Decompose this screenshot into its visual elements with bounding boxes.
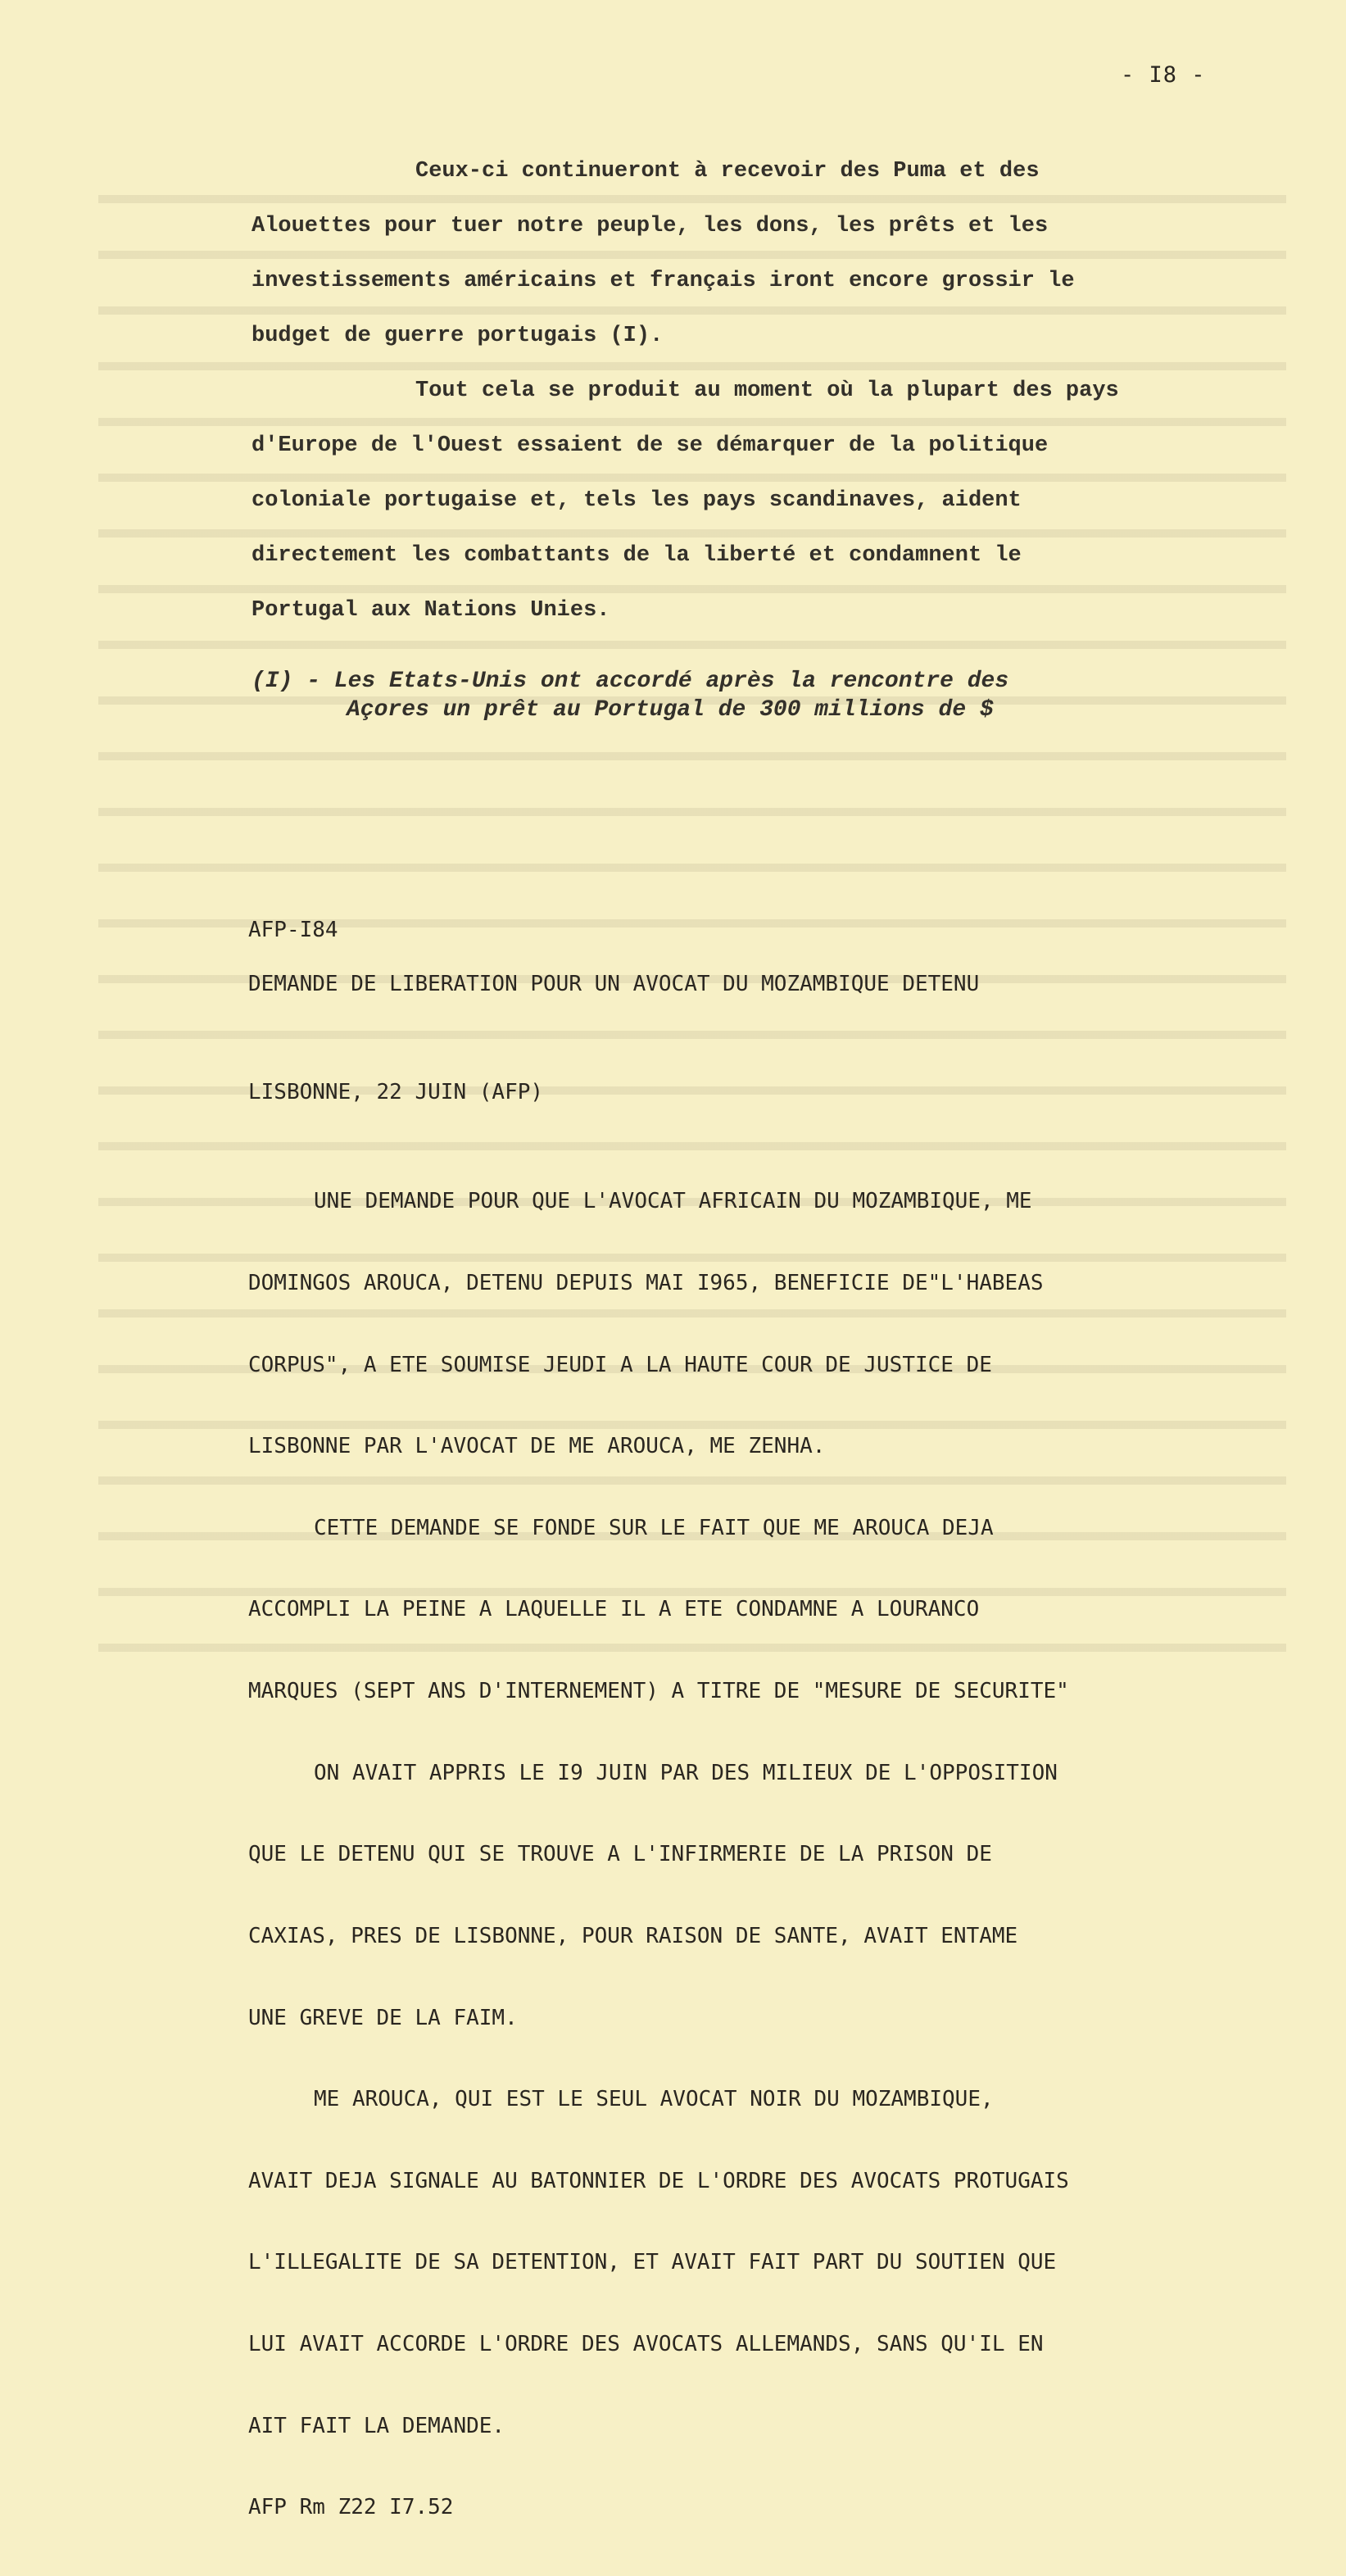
footnote-line: (I) - Les Etats-Unis ont accordé après la rencontre des: [252, 669, 1009, 694]
body-line: QUE LE DETENU QUI SE TROUVE A L'INFIRMERIE DE LA PRISON DE: [248, 1842, 992, 1867]
body-line: CETTE DEMANDE SE FONDE SUR LE FAIT QUE ME AROUCA DEJA: [314, 1515, 994, 1540]
paragraph-line: Tout cela se produit au moment où la plupart des pays: [415, 379, 1119, 403]
body-line: LUI AVAIT ACCORDE L'ORDRE DES AVOCATS ALLEMANDS, SANS QU'IL EN: [248, 2331, 1044, 2356]
dispatch-headline: DEMANDE DE LIBERATION POUR UN AVOCAT DU MOZAMBIQUE DETENU: [248, 972, 980, 996]
dispatch-code: AFP-I84: [248, 918, 338, 942]
body-line: CORPUS", A ETE SOUMISE JEUDI A LA HAUTE COUR DE JUSTICE DE: [248, 1352, 992, 1377]
paragraph-line: Ceux-ci continueront à recevoir des Puma et des: [415, 159, 1040, 184]
body-line: DOMINGOS AROUCA, DETENU DEPUIS MAI I965, BENEFICIE DE"L'HABEAS: [248, 1271, 1044, 1296]
french-text: [252, 144, 1284, 638]
body-line: UNE DEMANDE POUR QUE L'AVOCAT AFRICAIN DU MOZAMBIQUE, ME: [314, 1189, 1032, 1214]
dispatch-signoff: AFP Rm Z22 I7.52: [248, 2495, 454, 2520]
body-line: ME AROUCA, QUI EST LE SEUL AVOCAT NOIR DU MOZAMBIQUE,: [314, 2087, 994, 2112]
dispatch-dateline: LISBONNE, 22 JUIN (AFP): [248, 1080, 544, 1104]
body-line: AIT FAIT LA DEMANDE.: [248, 2413, 505, 2438]
body-line: CAXIAS, PRES DE LISBONNE, POUR RAISON DE SANTE, AVAIT ENTAME: [248, 1923, 1018, 1948]
paragraph-line: Alouettes pour tuer notre peuple, les dons, les prêts et les: [252, 214, 1049, 238]
body-line: ON AVAIT APPRIS LE I9 JUIN PAR DES MILIEUX DE L'OPPOSITION: [314, 1760, 1058, 1785]
body-line: MARQUES (SEPT ANS D'INTERNEMENT) A TITRE DE "MESURE DE SECURITE": [248, 1679, 1069, 1704]
body-line: ACCOMPLI LA PEINE A LAQUELLE IL A ETE CONDAMNE A LOURANCO: [248, 1597, 980, 1622]
body-line: AVAIT DEJA SIGNALE AU BATONNIER DE L'ORDRE DES AVOCATS PROTUGAIS: [248, 2168, 1069, 2193]
paragraph-line: directement les combattants de la liberté et condamnent le: [252, 543, 1022, 568]
dispatch-body: [248, 1134, 1297, 2576]
paragraph-line: investissements américains et français iront encore grossir le: [252, 269, 1075, 293]
paragraph-line: budget de guerre portugais (I).: [252, 324, 664, 348]
page-number: - I8 -: [1121, 62, 1206, 88]
body-line: L'ILLEGALITE DE SA DETENTION, ET AVAIT FAIT PART DU SOUTIEN QUE: [248, 2250, 1057, 2275]
paragraph-line: Portugal aux Nations Unies.: [252, 598, 610, 623]
body-line: UNE GREVE DE LA FAIM.: [248, 2005, 518, 2030]
paragraph-line: coloniale portugaise et, tels les pays scandinaves, aident: [252, 488, 1022, 513]
paragraph-line: d'Europe de l'Ouest essaient de se démarquer de la politique: [252, 433, 1049, 458]
footnote-line: Açores un prêt au Portugal de 300 millions de $: [347, 697, 994, 723]
body-line: LISBONNE PAR L'AVOCAT DE ME AROUCA, ME ZENHA.: [248, 1434, 826, 1459]
footnote: [252, 667, 1235, 724]
